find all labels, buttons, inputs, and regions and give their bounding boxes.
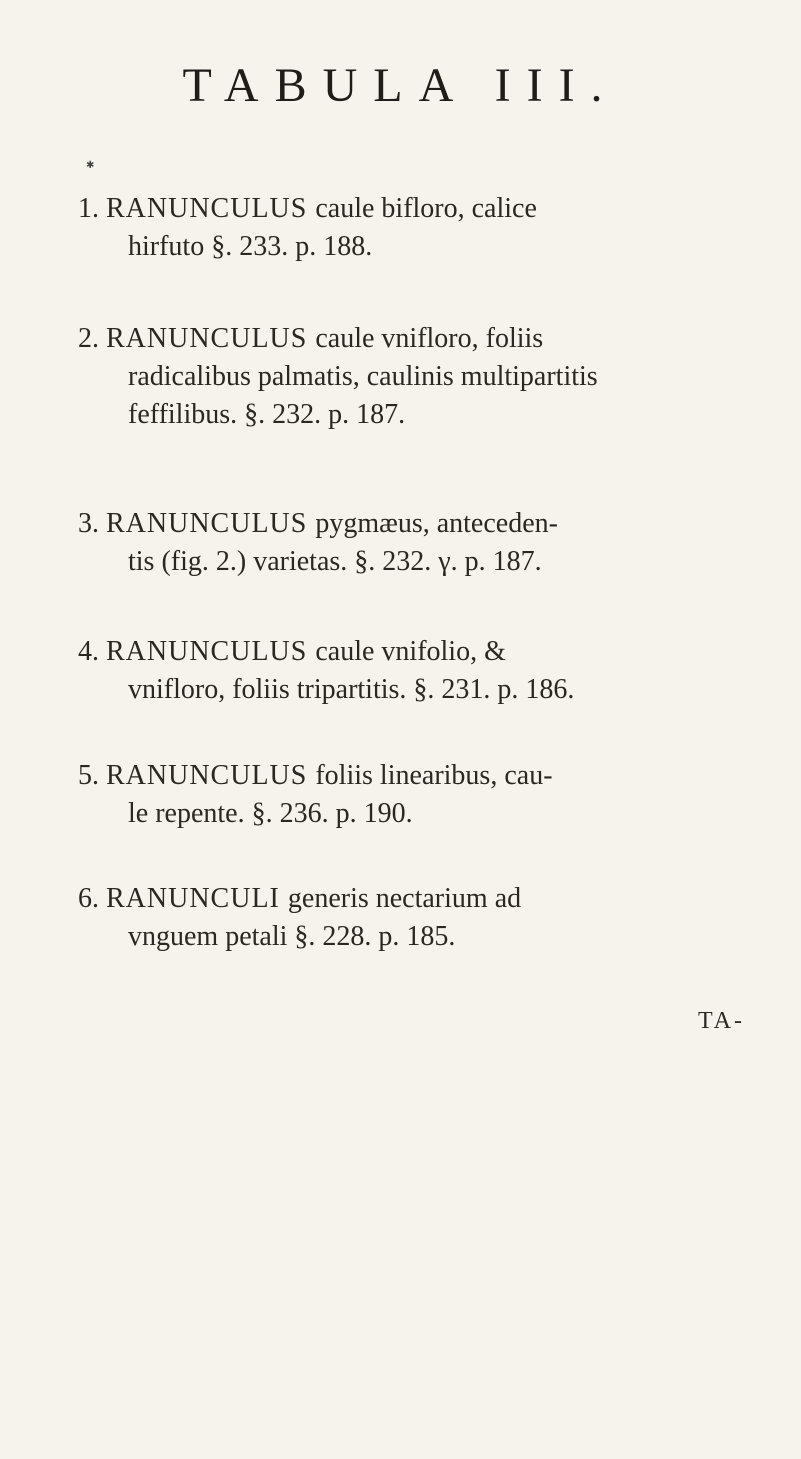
entry-continuation: radicalibus palmatis, caulinis multipartitis <box>128 361 598 392</box>
list-item <box>78 190 738 266</box>
entry-first-line <box>78 757 738 795</box>
entry-first-line <box>78 505 738 543</box>
entry-continuation: feffilibus. §. 232. p. 187. <box>128 399 406 430</box>
entry-continuation: le repente. §. 236. p. 190. <box>128 798 413 829</box>
entry-text: pygmæus, anteceden- <box>315 508 558 539</box>
list-item <box>78 757 738 833</box>
entry-number: 1. <box>78 193 99 224</box>
list-item <box>78 880 738 956</box>
entry-number: 2. <box>78 323 99 354</box>
entry-first-line <box>78 633 738 671</box>
entry-text: caule vnifloro, foliis <box>315 323 544 354</box>
entry-first-line <box>78 190 738 228</box>
entry-text: caule bifloro, calice <box>315 193 537 224</box>
entry-genus: RANUNCULUS <box>106 760 308 791</box>
entry-number: 3. <box>78 508 99 539</box>
list-item <box>78 320 738 434</box>
entry-genus: RANUNCULUS <box>106 193 308 224</box>
entry-continuation: tis (fig. 2.) varietas. §. 232. γ. p. 187. <box>128 546 542 577</box>
entry-number: 6. <box>78 883 99 914</box>
asterisk-mark-icon: ✱ <box>86 160 95 171</box>
entry-first-line <box>78 880 738 918</box>
entry-number: 4. <box>78 636 99 667</box>
entry-genus: RANUNCULUS <box>106 323 308 354</box>
entry-continuation: vnifloro, foliis tripartitis. §. 231. p. 186. <box>128 674 575 705</box>
entry-text: generis nectarium ad <box>287 883 522 914</box>
page-title: TABULA III. <box>182 59 619 112</box>
entry-continuation: vnguem petali §. 228. p. 185. <box>128 921 456 952</box>
entry-text: caule vnifolio, & <box>315 636 506 667</box>
entry-genus: RANUNCULUS <box>106 636 308 667</box>
list-item <box>78 633 738 709</box>
catchword: TA- <box>697 1008 745 1034</box>
entry-continuation: hirfuto §. 233. p. 188. <box>128 231 373 262</box>
entry-genus: RANUNCULI <box>106 883 280 914</box>
entry-genus: RANUNCULUS <box>106 508 308 539</box>
entry-text: foliis linearibus, cau- <box>315 760 553 791</box>
list-item <box>78 505 738 581</box>
entry-first-line <box>78 320 738 358</box>
entry-number: 5. <box>78 760 99 791</box>
